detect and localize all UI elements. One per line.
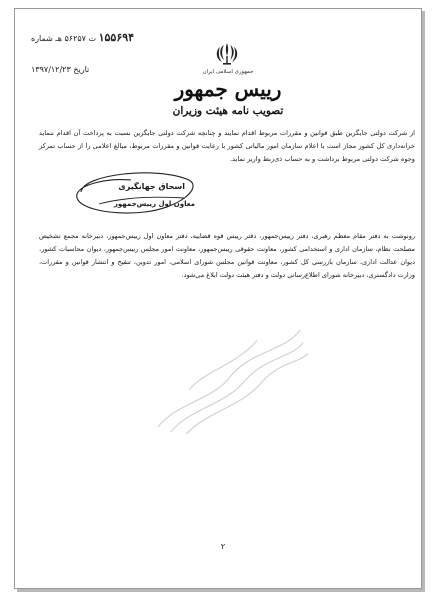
letter-date (31, 65, 89, 74)
letter-date-label: تاریخ (73, 65, 90, 74)
signatory-name: اسحاق جهانگیری (118, 182, 185, 191)
signatory-title: معاون اول رییس‌جمهور (113, 200, 195, 208)
distribution-list-text: رونوشت به دفتر مقام معظم رهبری، دفتر رییس‌جمهور، دفتر رییس قوه قضاییه، دفتر معاون اول رییس‌جمهور، دبیرخانه مجمع تشخیص مصلحت نظام، سازمان اداری و استخدامی کشور، معاونت حقوقی رییس‌جمهور، معاونت امور مجلس رییس‌جمهور، دیوان محاسبات کشور، دیوان عدالت اداری، سازمان بازرسی کل کشور، معاونت قوانین مجلس شورای اسلامی، امور تدوین، تنقیح و انتشار قوانین و مقررات، وزارت دادگستری، دبیرخانه شورای اطلاع‌رسانی دولت و دفتر هیئت دولت ابلاغ می‌شود. (39, 232, 415, 279)
signature-block (61, 168, 199, 216)
cabinet-decree-subtitle: تصویب نامه هیئت وزیران (172, 105, 284, 117)
faded-stamp-watermark (135, 327, 325, 437)
iran-emblem-icon (214, 41, 240, 67)
signature-scribble (61, 168, 199, 216)
letter-number-suffix: ت ۵۶۲۵۷ هـ (55, 34, 97, 43)
page-number: ۲ (220, 542, 226, 551)
republic-label: جمهوری اسلامی ایران (202, 69, 254, 75)
letter-number (31, 31, 134, 44)
decree-body-text: از شرکت دولتی جایگزین طبق قوانین و مقررات مربوط اقدام نمایند و چنانچه شرکت دولتی جایگزین نسبت به پرداخت آن اقدام ننماید خزانه‌داری کل کشور مجاز است با اعلام سازمان امور مالیاتی کشور با رعایت قوانین و مقررات مربوط، مبالغ اعلامی را از حساب تمرکز وجوه شرکت دولتی مربوط برداشت و به حساب ذی‌ربط واریز نماید. (39, 129, 415, 163)
letter-number-value: ۱۵۵۶۹۴ (98, 31, 135, 44)
document-page (14, 8, 422, 589)
letter-number-label: شماره (31, 34, 53, 43)
letter-date-value: ۱۳۹۷/۱۲/۲۳ (31, 65, 71, 74)
president-title: رییس جمهور (174, 77, 282, 101)
